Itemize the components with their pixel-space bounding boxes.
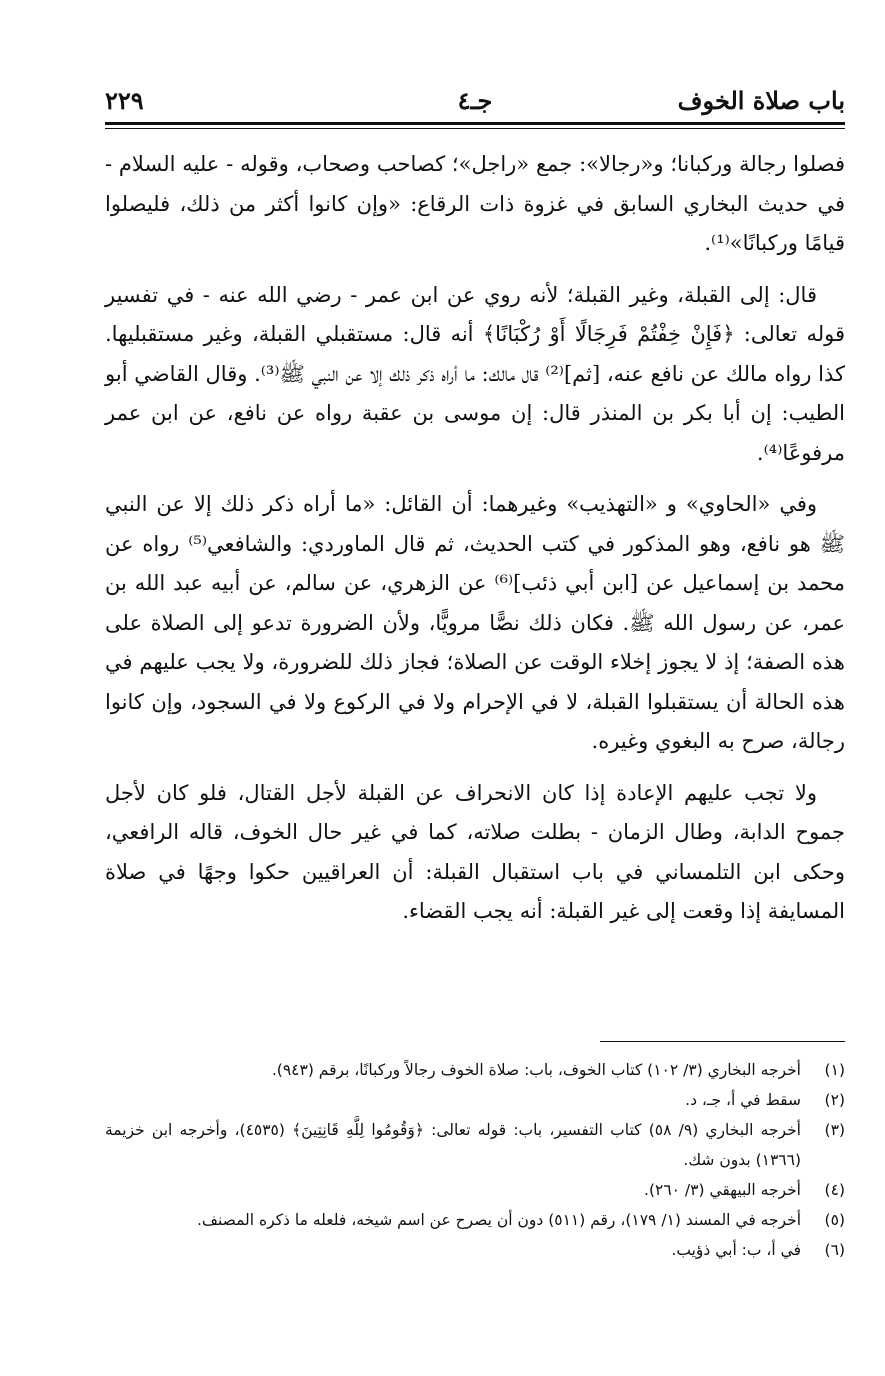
footnote-number: (٥) (824, 1211, 845, 1229)
footnote-divider (600, 1041, 845, 1042)
paragraph: فصلوا رجالة وركبانا؛ و«رجالا»: جمع «راجل»؛ كصاحب وصحاب، وقوله - عليه السلام - في حديث البخاري السابق في غزوة ذات الرقاع: «وإن كانوا أكثر من ذلك، فليصلوا قيامًا وركبانًا»⁽¹⁾. (105, 152, 845, 255)
footnote-text: سقط في أ، جـ، د. (685, 1091, 801, 1109)
running-title: باب صلاة الخوف (677, 86, 845, 115)
footnote-number: (١) (824, 1061, 845, 1079)
footnote (105, 1235, 845, 1265)
paragraph: قال: إلى القبلة، وغير القبلة؛ لأنه روي عن ابن عمر - رضي الله عنه - في تفسير قوله تعالى: ﴿فَإِنْ خِفْتُمْ فَرِجَالًا أَوْ رُكْبَانًا﴾ أنه قال: مستقبلي القبلة، وغير مستقبليها. كذا رواه مالك عن نافع عنه، [ثم]⁽²⁾ قال مالك: ما أراه ذكر ذلك إلا عن النبي ﷺ⁽³⁾. وقال القاضي أبو الطيب: إن أبا بكر بن المنذر قال: إن موسى بن عقبة رواه عن نافع، عن ابن عمر مرفوعًا⁽⁴⁾. (105, 282, 846, 465)
page-header (105, 86, 845, 122)
paragraph: ولا تجب عليهم الإعادة إذا كان الانحراف عن القبلة لأجل القتال، فلو كان لأجل جموح الدابة، وطال الزمان - بطلت صلاته، كما في غير حال الخوف، قاله الرافعي، وحكى ابن التلمساني في باب استقبال القبلة: أن العراقيين حكوا وجهًا في صلاة المسايفة إذا وقعت إلى غير القبلة: أنه يجب القضاء. (105, 780, 845, 923)
footnote (105, 1085, 845, 1115)
page-number: ٢٢٩ (105, 86, 144, 115)
paragraph: وفي «الحاوي» و «التهذيب» وغيرهما: أن القائل: «ما أراه ذكر ذلك إلا عن النبي ﷺ هو نافع، وهو المذكور في كتب الحديث، ثم قال الماوردي: والشافعي⁽⁵⁾ رواه عن محمد بن إسماعيل عن [ابن أبي ذئب]⁽⁶⁾ عن الزهري، عن سالم، عن أبيه عبد الله بن عمر، عن رسول الله ﷺ. فكان ذلك نصًّا مرويًّا، ولأن الضرورة تدعو إلى الصلاة على هذه الصفة؛ إذ لا يجوز إخلاء الوقت عن الصلاة؛ فجاز ذلك للضرورة، ولا يجب عليهم في هذه الحالة أن يستقبلوا القبلة، لا في الإحرام ولا في الركوع ولا في السجود، وإن كانوا رجالة، صرح به البغوي وغيره. (105, 492, 845, 753)
footnote (105, 1205, 845, 1235)
footnote (105, 1115, 845, 1175)
header-rule-thick (105, 122, 845, 125)
footnote-number: (٤) (824, 1181, 845, 1199)
footnote-number: (٢) (824, 1091, 845, 1109)
footnotes (105, 1055, 845, 1265)
footnote-number: (٣) (824, 1121, 845, 1139)
volume-number: جـ٤ (457, 86, 493, 115)
footnote (105, 1175, 845, 1205)
footnote (105, 1055, 845, 1085)
footnote-number: (٦) (824, 1241, 845, 1259)
footnote-text: في أ، ب: أبي ذؤيب. (671, 1241, 801, 1259)
footnote-text: أخرجه البخاري (٩/ ٥٨) كتاب التفسير، باب: قوله تعالى: ﴿وَقُومُوا لِلَّهِ قَانِتِينَ﴾ (٤٥٣٥)، وأخرجه ابن خزيمة (١٣٦٦) بدون شك. (105, 1121, 801, 1169)
footnote-text: أخرجه البيهقي (٣/ ٢٦٠). (644, 1181, 801, 1199)
footnote-text: أخرجه في المسند (١/ ١٧٩)، رقم (٥١١) دون أن يصرح عن اسم شيخه، فلعله ما ذكره المصنف. (197, 1211, 801, 1229)
main-text (105, 145, 845, 944)
footnote-text: أخرجه البخاري (٣/ ١٠٢) كتاب الخوف، باب: صلاة الخوف رجالاً وركبانًا، برقم (٩٤٣). (271, 1061, 801, 1079)
header-rule-thin (105, 128, 845, 129)
